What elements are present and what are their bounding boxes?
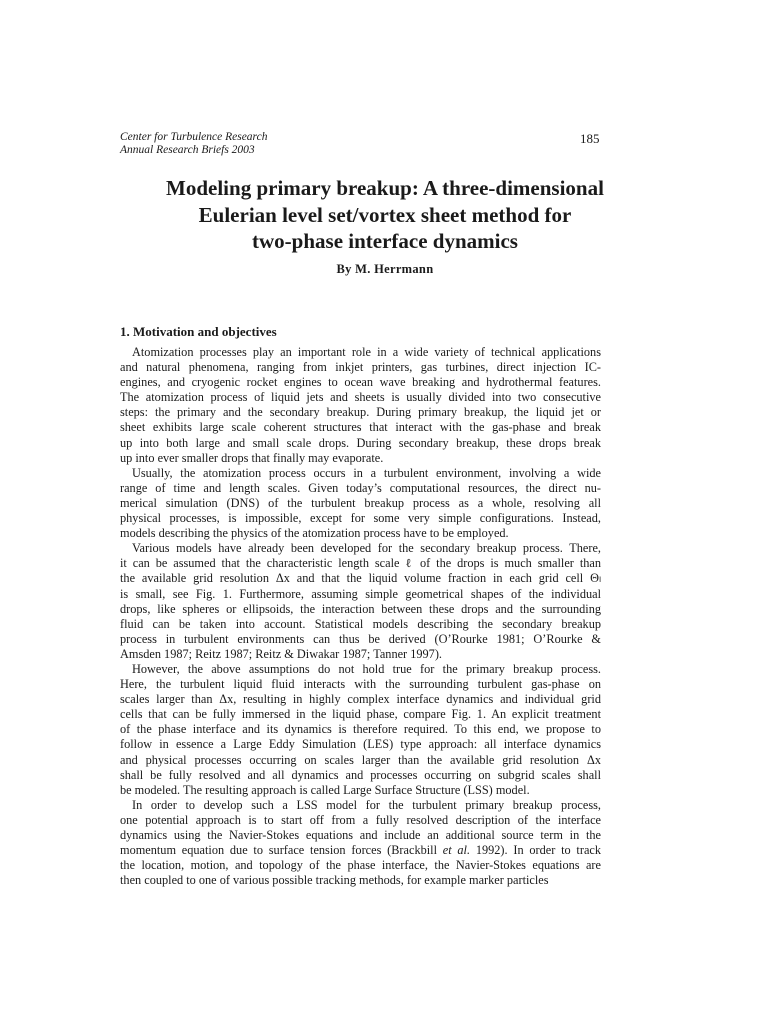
text-line: the location, motion, and topology of the phase interface, the Navier-Stokes equations are	[120, 858, 601, 873]
text-line: drops, like spheres or ellipsoids, the interaction between these drops and the surrounding	[120, 601, 601, 616]
author-byline: By M. Herrmann	[336, 262, 434, 276]
text-line: The atomization process of liquid jets and sheets is usually divided into two consecutive	[120, 390, 601, 405]
text-line: merical simulation (DNS) of the turbulent breakup process as a whole, resolving all	[120, 495, 601, 510]
text-line: shall be fully resolved and all dynamics and processes occurring on subgrid scales shall	[120, 767, 601, 782]
title-line: Modeling primary breakup: A three-dimensional	[166, 176, 604, 200]
text-line: However, the above assumptions do not hold true for the primary breakup process.	[132, 661, 601, 676]
text-line: process in turbulent environments can thus be derived (O’Rourke 1981; O’Rourke &	[120, 631, 601, 646]
title-line: Eulerian level set/vortex sheet method for	[198, 202, 572, 227]
text-line: Atomization processes play an important role in a wide variety of technical applications	[132, 345, 601, 359]
text-line: up into ever smaller drops that finally may evaporate.	[120, 450, 384, 465]
text-line: engines, and cryogenic rocket engines to ocean wave breaking and hydrothermal features.	[120, 375, 601, 390]
text-line: fluid can be taken into account. Statistical models describing the secondary breakup	[120, 616, 601, 631]
text-line: range of time and length scales. Given today’s computational resources, the direct nu-	[120, 480, 601, 495]
text-line: then coupled to one of various possible tracking methods, for example marker particles	[120, 873, 549, 888]
text-line: is small, see Fig. 1. Furthermore, assuming simple geometrical shapes of the individual	[120, 586, 601, 601]
running-header	[120, 131, 267, 156]
text-line: dynamics using the Navier-Stokes equations and include an additional source term in the	[120, 828, 601, 842]
paragraph	[120, 662, 601, 798]
text-line: Amsden 1987; Reitz 1987; Reitz & Diwakar 1987; Tanner 1997).	[120, 646, 442, 661]
text-line: steps: the primary and the secondary breakup. During primary breakup, the liquid jet or	[120, 405, 601, 420]
paragraph	[120, 345, 601, 466]
text-line: In order to develop such a LSS model for the turbulent primary breakup process,	[132, 797, 601, 812]
text-line: cells that can be fully immersed in the liquid phase, compare Fig. 1. An explicit treatment	[120, 707, 601, 722]
text-line: momentum equation due to surface tension forces (Brackbill et al. 1992). In order to track	[120, 843, 602, 858]
text-line: Here, the turbulent liquid fluid interacts with the surrounding turbulent gas-phase on	[120, 677, 601, 692]
text-line: of the phase interface and its dynamics is therefore required. To this end, we propose to	[120, 722, 601, 737]
text-line: Usually, the atomization process occurs in a turbulent environment, involving a wide	[132, 465, 601, 480]
body-text	[120, 345, 601, 888]
text-line: one potential approach is to start off from a fully resolved description of the interface	[120, 812, 601, 827]
text-line: it can be assumed that the characteristic length scale ℓ of the drops is much smaller than	[120, 556, 601, 571]
text-line: sheet exhibits large scale coherent structures that interact with the gas-phase and break	[120, 420, 601, 435]
page-number: 185	[580, 131, 600, 146]
header-series: Annual Research Briefs 2003	[120, 143, 255, 156]
text-line: up into both large and small scale drops. During secondary breakup, these drops break	[120, 435, 601, 450]
section-heading: 1. Motivation and objectives	[120, 324, 277, 339]
text-line: models describing the physics of the atomization process have to be employed.	[120, 526, 509, 541]
text-line: be modeled. The resulting approach is called Large Surface Structure (LSS) model.	[120, 782, 530, 797]
title-line: two-phase interface dynamics	[252, 229, 518, 253]
paragraph	[120, 798, 601, 889]
text-line: follow in essence a Large Eddy Simulation (LES) type approach: all interface dynamics	[120, 737, 601, 752]
text-line: and natural phenomena, ranging from inkjet printers, gas turbines, direct injection IC-	[120, 360, 601, 375]
paragraph	[120, 466, 601, 541]
paper-title	[110, 175, 660, 255]
text-line: scales larger than Δx, resulting in highly complex interface dynamics and individual grid	[120, 692, 601, 707]
text-line: Various models have already been developed for the secondary breakup process. There,	[132, 541, 601, 556]
text-line: the available grid resolution Δx and that the liquid volume fraction in each grid cell Θₗ	[120, 571, 601, 586]
paragraph	[120, 541, 601, 662]
header-institution: Center for Turbulence Research	[120, 131, 268, 143]
text-line: and physical processes occurring on scales larger than the available grid resolution Δx	[120, 752, 601, 767]
text-line: physical processes, is impossible, except for some very simple configurations. Instead,	[120, 511, 601, 526]
